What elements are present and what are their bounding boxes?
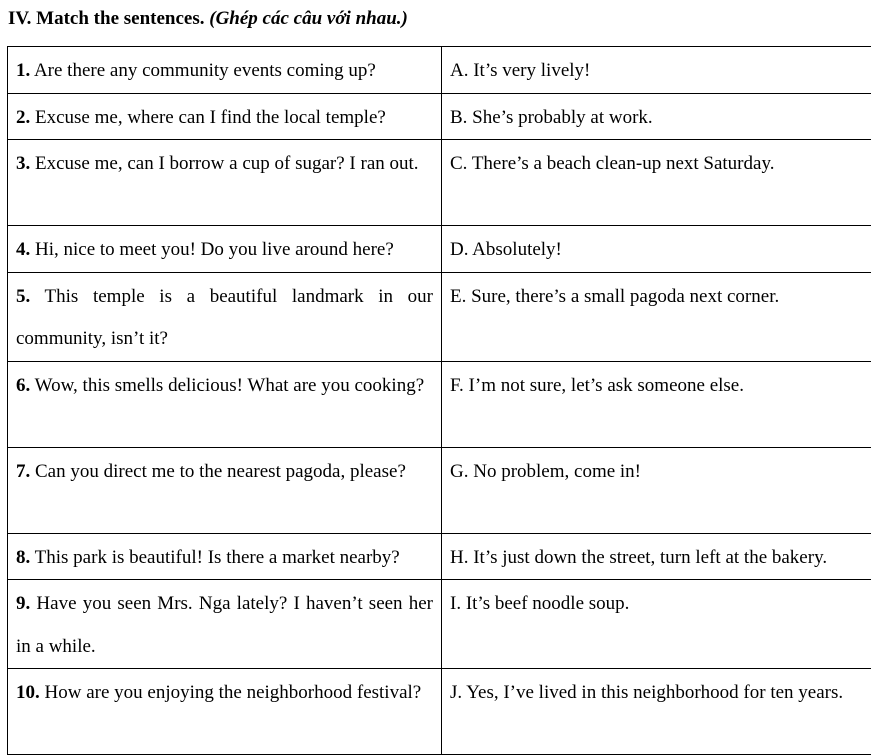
table-row [8, 47, 871, 94]
answer-cell: A. It’s very lively! [442, 47, 871, 94]
question-cell [8, 580, 442, 669]
table-row [8, 93, 871, 140]
question-number: 5. [16, 286, 30, 307]
question-number: 4. [16, 239, 30, 260]
question-cell [8, 226, 442, 273]
exercise-title: IV. Match the sentences. [8, 8, 205, 29]
question-number: 3. [16, 153, 30, 174]
table-row [8, 272, 871, 361]
question-number: 2. [16, 107, 30, 128]
question-text: This temple is a beautiful landmark in our community, isn’t it? [16, 286, 433, 350]
question-text: Wow, this smells delicious! What are you cooking? [30, 375, 424, 396]
answer-cell: G. No problem, come in! [442, 447, 871, 533]
table-row [8, 669, 871, 755]
table-row [8, 361, 871, 447]
question-number: 6. [16, 375, 30, 396]
question-cell [8, 93, 442, 140]
answer-cell: I. It’s beef noodle soup. [442, 580, 871, 669]
question-number: 9. [16, 593, 30, 614]
answer-cell: H. It’s just down the street, turn left at the bakery. [442, 533, 871, 580]
question-cell [8, 533, 442, 580]
table-row [8, 533, 871, 580]
question-number: 10. [16, 682, 40, 703]
question-number: 1. [16, 60, 30, 81]
answer-cell: J. Yes, I’ve lived in this neighborhood for ten years. [442, 669, 871, 755]
answer-cell: F. I’m not sure, let’s ask someone else. [442, 361, 871, 447]
question-cell [8, 361, 442, 447]
question-text: Excuse me, can I borrow a cup of sugar? I ran out. [30, 153, 418, 174]
question-cell [8, 140, 442, 226]
exercise-subtitle: (Ghép các câu với nhau.) [209, 8, 408, 29]
question-number: 8. [16, 547, 30, 568]
question-cell [8, 669, 442, 755]
answer-cell: E. Sure, there’s a small pagoda next corner. [442, 272, 871, 361]
question-text: How are you enjoying the neighborhood festival? [40, 682, 421, 703]
question-cell [8, 447, 442, 533]
answer-cell: B. She’s probably at work. [442, 93, 871, 140]
question-text: Excuse me, where can I find the local temple? [30, 107, 386, 128]
table-row [8, 140, 871, 226]
question-cell [8, 272, 442, 361]
question-cell [8, 47, 442, 94]
answer-cell: D. Absolutely! [442, 226, 871, 273]
question-text: Can you direct me to the nearest pagoda, please? [30, 461, 406, 482]
table-row [8, 226, 871, 273]
matching-table [7, 46, 871, 755]
table-row [8, 580, 871, 669]
question-text: Hi, nice to meet you! Do you live around here? [30, 239, 394, 260]
table-row [8, 447, 871, 533]
question-text: This park is beautiful! Is there a market nearby? [30, 547, 399, 568]
question-text: Are there any community events coming up? [30, 60, 376, 81]
question-text: Have you seen Mrs. Nga lately? I haven’t seen her in a while. [16, 593, 433, 657]
answer-cell: C. There’s a beach clean-up next Saturday. [442, 140, 871, 226]
question-number: 7. [16, 461, 30, 482]
exercise-heading [8, 7, 408, 31]
